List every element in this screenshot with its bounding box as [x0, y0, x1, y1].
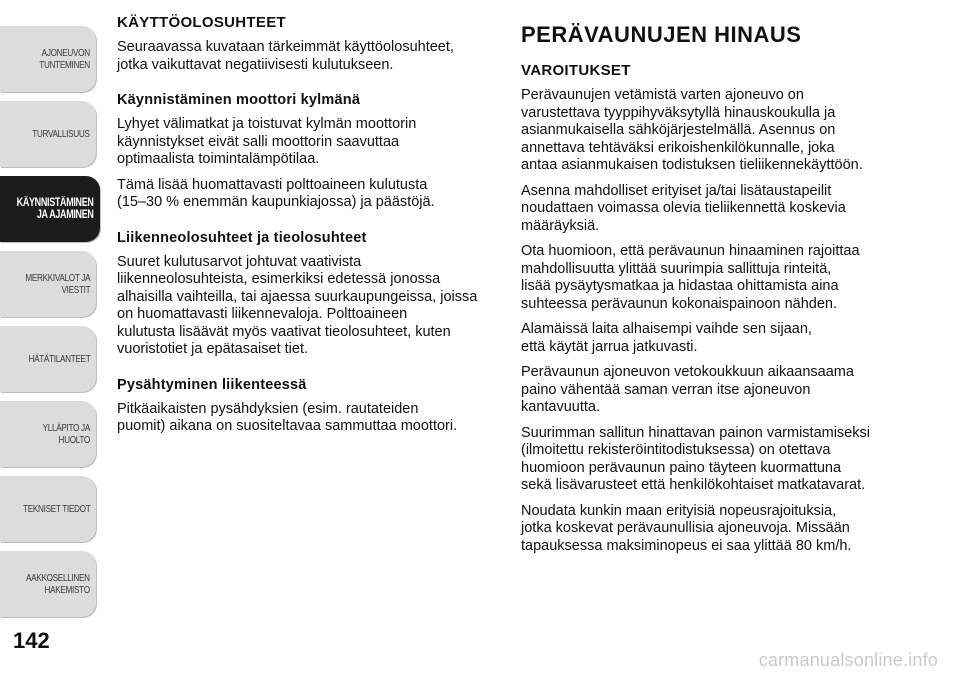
paragraph: Asenna mahdolliset erityiset ja/tai lisätaustapeilit noudattaen voimassa olevia tieliikennettä koskevia määräyksiä. — [521, 182, 846, 234]
paragraph: Lyhyet välimatkat ja toistuvat kylmän moottorin käynnistykset eivät salli moottorin saavuttaa optimaalista toimintalämpötilaa. — [117, 116, 417, 167]
watermark: carmanualsonline.info — [758, 650, 938, 670]
page-title: PERÄVAUNUJEN HINAUS — [521, 22, 802, 47]
tab-label: MERKKIVALOT JA VIESTIT — [25, 272, 90, 296]
tab-merkkivalot-ja-viestit[interactable] — [0, 251, 96, 317]
tab-ajoneuvon-tunteminen[interactable] — [0, 26, 96, 92]
tab-label: AJONEUVON TUNTEMINEN — [39, 47, 90, 71]
tab-hatatilanteet[interactable] — [0, 326, 96, 392]
paragraph: Pitkäaikaisten pysähdyksien (esim. rautateiden puomit) aikana on suositeltavaa sammuttaa moottori. — [117, 400, 458, 434]
tab-label: HÄTÄTILANTEET — [28, 353, 90, 365]
paragraph: Ota huomioon, että perävaunun hinaaminen rajoittaa mahdollisuutta ylittää suurimpia sallittuja rinteitä, lisää pysäytysmatkaa ja hidastaa ohittamista aina suhteessa perävaunun kokonaispainoon nähden. — [521, 243, 860, 312]
intro-paragraph: Seuraavassa kuvataan tärkeimmät käyttöolosuhteet, jotka vaikuttavat negatiivisesti kulutukseen. — [117, 39, 454, 73]
paragraph: Noudata kunkin maan erityisiä nopeusrajoituksia, jotka koskevat perävaunullisia ajoneuvoja. Missään tapauksessa maksiminopeus ei saa ylittää 80 km/h. — [521, 502, 852, 554]
right-column — [521, 14, 921, 563]
warnings-heading: VAROITUKSET — [521, 62, 631, 79]
tab-label: TURVALLISUUS — [32, 128, 90, 140]
subsection-title-cold-start: Käynnistäminen moottori kylmänä — [117, 92, 361, 108]
tab-tekniset-tiedot[interactable] — [0, 476, 96, 542]
tab-aakkosellinen-hakemisto[interactable] — [0, 551, 96, 617]
tab-label: YLLÄPITO JA HUOLTO — [42, 422, 90, 446]
tab-turvallisuus[interactable] — [0, 101, 96, 167]
tab-label: AAKKOSELLINEN HAKEMISTO — [26, 572, 90, 596]
tab-label: KÄYNNISTÄMINEN JA AJAMINEN — [17, 197, 94, 221]
section-heading: KÄYTTÖOLOSUHTEET — [117, 14, 286, 31]
subsection-title-stopping: Pysähtyminen liikenteessä — [117, 376, 307, 393]
subsection-title-traffic: Liikenneolosuhteet ja tieolosuhteet — [117, 229, 367, 246]
tab-label: TEKNISET TIEDOT — [22, 503, 90, 515]
paragraph: Suuret kulutusarvot johtuvat vaativista liikenneolosuhteista, esimerkiksi edetessä jonossa alhaisilla vaihteilla, tai ajaessa suurkaupungeissa, joissa on huomattavasti liikennevaloja. Polttoaineen kulutusta lisäävät myös vaativat tieolosuhteet, kuten vuoristotiet ja epätasaiset tiet. — [117, 253, 478, 357]
tab-kaynnistaminen-ja-ajaminen[interactable] — [0, 176, 100, 242]
paragraph: Suurimman sallitun hinattavan painon varmistamiseksi (ilmoitettu rekisteröintitodistuksessa) on otettava huomioon perävaunun paino täyteen kuormattuna sekä lisävarusteet että henkilökohtaiset matkatavarat. — [521, 424, 870, 493]
paragraph: Perävaunun ajoneuvon vetokoukkuun aikaansaama paino vähentää saman verran itse ajoneuvon kantavuutta. — [521, 364, 854, 415]
tab-yllapito-ja-huolto[interactable] — [0, 401, 96, 467]
left-column — [117, 14, 502, 444]
paragraph: Tämä lisää huomattavasti polttoaineen kulutusta (15–30 % enemmän kaupunkiajossa) ja päästöjä. — [117, 176, 435, 210]
page-number: 142 — [13, 628, 50, 653]
paragraph: Alamäissä laita alhaisempi vaihde sen sijaan, että käytät jarrua jatkuvasti. — [521, 321, 812, 355]
paragraph: Perävaunujen vetämistä varten ajoneuvo on varustettava tyyppihyväksytyllä hinauskoukulla ja asianmukaisella sähköjärjestelmällä. Asennus on annettava tehtäväksi erikoishenkilökunnalle, joka antaa asianmukaisen todistuksen tieliikennekäyttöön. — [521, 87, 863, 173]
